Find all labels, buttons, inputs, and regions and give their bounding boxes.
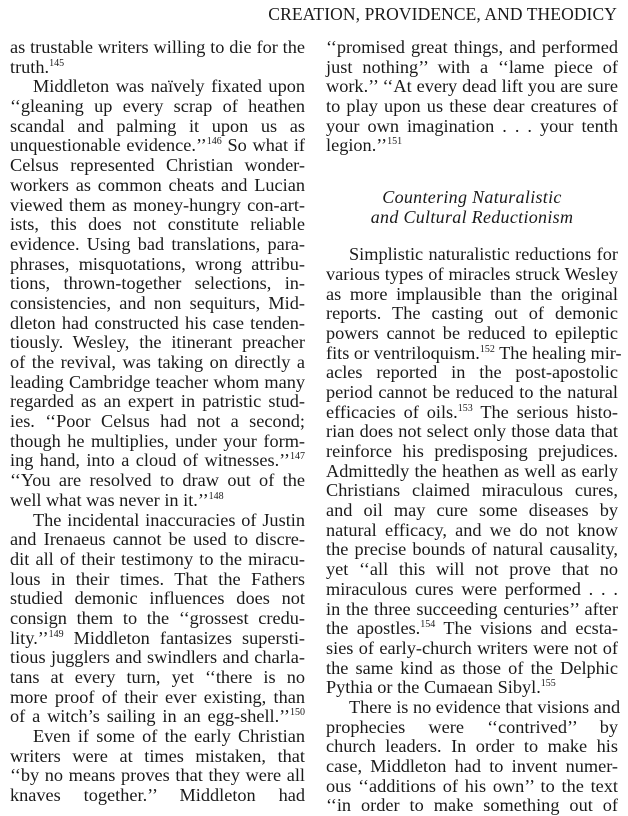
- footnote-marker: 152: [479, 343, 495, 355]
- text-line: [10, 530, 305, 550]
- text-line: [326, 304, 618, 324]
- text-line: [326, 718, 618, 738]
- line-text: tiously. Wesley, the itinerant preacher: [10, 332, 305, 353]
- line-text: ‘‘You are resolved to draw out of the: [10, 470, 305, 491]
- line-text: natural efficacy, and we do not know: [326, 519, 618, 540]
- line-text: the precise bounds of natural causality,: [326, 539, 618, 560]
- footnote-marker: 149: [48, 628, 64, 640]
- line-text: tious jugglers and swindlers and charla-: [10, 647, 305, 668]
- line-text-continued: The visions and ecsta-: [435, 618, 619, 639]
- footnote-marker: 147: [290, 451, 305, 463]
- text-line: [326, 324, 618, 344]
- right-column-text-after-heading: [326, 244, 622, 816]
- text-line: [10, 432, 305, 452]
- line-text: tans at every turn, yet ‘‘there is no: [10, 667, 305, 687]
- line-text: as more implausible than the original: [326, 283, 618, 304]
- line-text: work.’’ ‘‘At every dead lift you are sure: [326, 76, 618, 97]
- text-line: [10, 491, 305, 511]
- line-text: church leaders. In order to make his: [326, 736, 618, 757]
- text-line: [10, 136, 305, 156]
- text-line: [326, 117, 618, 137]
- line-text: the apostles.: [326, 618, 421, 639]
- text-line: [10, 648, 305, 668]
- line-text: There is no evidence that visions and: [349, 696, 621, 717]
- line-text: truth.: [10, 56, 50, 77]
- line-text-continued: So what if: [221, 135, 305, 156]
- section-heading-line-1: Countering Naturalistic: [382, 187, 562, 208]
- line-text: acles reported in the post-apostolic: [326, 362, 618, 383]
- text-line: [326, 777, 618, 797]
- text-line: [10, 77, 305, 97]
- line-text: ous ‘‘additions of his own’’ to the text: [326, 775, 618, 796]
- text-line: [326, 136, 618, 156]
- line-text-continued: Middleton fantasizes supersti-: [63, 627, 305, 648]
- line-text: consistencies, and non sequiturs, Mid-: [10, 292, 305, 313]
- line-text: Pythia or the Cumaean Sibyl.: [326, 677, 541, 698]
- text-line: [326, 521, 618, 541]
- text-line: [326, 600, 618, 620]
- line-text: sies of early-church writers were not of: [326, 637, 618, 658]
- text-line: [10, 117, 305, 137]
- running-head: CREATION, PROVIDENCE, AND THEODICY: [268, 4, 617, 24]
- footnote-marker: 153: [457, 402, 473, 414]
- text-line: [10, 471, 305, 491]
- line-text: period cannot be reduced to the natural: [326, 381, 618, 402]
- line-text: ‘‘by no means proves that they were all: [10, 765, 305, 786]
- text-line: [10, 196, 305, 216]
- line-text: reinforce his predisposing prejudices.: [326, 441, 618, 461]
- right-column-text-before-heading: [326, 38, 618, 156]
- footnote-marker: 154: [420, 619, 436, 631]
- text-line: [10, 786, 305, 806]
- line-text: though he multiplies, under your form-: [10, 430, 305, 451]
- text-line: [326, 560, 618, 580]
- text-line: [10, 156, 305, 176]
- text-line: [10, 747, 305, 767]
- line-text: ing hand, into a cloud of witnesses.’’: [10, 450, 290, 471]
- line-text: knaves together.’’ Middleton had: [10, 785, 305, 806]
- text-line: [10, 353, 305, 373]
- line-text: evidence. Using bad translations, para-: [10, 233, 305, 254]
- text-line: [10, 412, 305, 432]
- text-line: [10, 58, 305, 78]
- footnote-marker: 155: [540, 678, 556, 690]
- text-line: [10, 333, 305, 353]
- line-text: of the revival, was taking on directly a: [10, 352, 305, 372]
- line-text: Celsus represented Christian wonder-: [10, 155, 305, 176]
- text-line: [10, 550, 305, 570]
- text-line: [326, 97, 618, 117]
- line-text: ‘‘promised great things, and performed: [326, 37, 618, 57]
- text-line: [326, 383, 618, 403]
- text-line: [326, 481, 618, 501]
- line-text: yet ‘‘all this will not prove that no: [326, 559, 618, 580]
- text-line: [10, 766, 305, 786]
- line-text: consign them to the ‘‘grossest credu-: [10, 607, 305, 628]
- text-line: [10, 97, 305, 117]
- text-line: [326, 77, 618, 97]
- section-heading: [326, 187, 618, 227]
- line-text: as trustable writers willing to die for the: [10, 37, 305, 57]
- line-text: your own imagination . . . your tenth: [326, 115, 618, 136]
- text-line: [326, 285, 618, 305]
- text-line: [10, 176, 305, 196]
- line-text: well what was never in it.’’: [10, 489, 209, 510]
- text-line: [326, 58, 618, 78]
- section-heading-line-2: and Cultural Reductionism: [370, 207, 574, 228]
- text-line: [326, 245, 618, 265]
- line-text: viewed them as money-hungry con-art-: [10, 194, 305, 215]
- line-text: the same kind as those of the Delphic: [326, 657, 618, 678]
- right-column: [326, 37, 622, 816]
- text-line: [326, 580, 618, 600]
- line-text: dleton had constructed his case tenden-: [10, 312, 305, 333]
- text-line: [326, 342, 622, 364]
- line-text: ‘‘gleaning up every scrap of heathen: [10, 96, 305, 117]
- footnote-marker: 145: [49, 57, 65, 69]
- heading-gap-top: [326, 156, 618, 187]
- text-line: [10, 727, 305, 747]
- line-text: of a witch’s sailing in an egg-shell.’’: [10, 706, 290, 727]
- text-line: [326, 501, 618, 521]
- line-text: Admittedly the heathen as well as early: [326, 460, 618, 481]
- text-line: [326, 38, 618, 58]
- text-line: [10, 215, 305, 235]
- text-line: [326, 619, 618, 639]
- line-text: ‘‘in order to make something out of: [326, 795, 618, 816]
- text-line: [10, 629, 305, 649]
- line-text: fits or ventriloquism.: [326, 342, 480, 363]
- line-text: just nothing’’ with a ‘‘lame piece of: [326, 56, 618, 77]
- footnote-marker: 146: [206, 136, 222, 148]
- text-line: [10, 235, 305, 255]
- line-text: Even if some of the early Christian: [33, 726, 305, 747]
- line-text-continued: The healing mir-: [494, 342, 622, 363]
- text-line: [326, 659, 618, 679]
- footnote-marker: 150: [290, 707, 305, 719]
- text-line: [10, 255, 305, 275]
- text-line: [10, 314, 305, 334]
- text-line: [10, 589, 305, 609]
- line-text: dit all of their testimony to the miracu-: [10, 548, 305, 569]
- text-line: [10, 707, 305, 727]
- line-text: unquestionable evidence.’’: [10, 135, 207, 156]
- text-line: [10, 38, 305, 58]
- line-text: phrases, misquotations, wrong attribu-: [10, 253, 305, 274]
- text-line: [326, 678, 618, 698]
- text-line: [10, 511, 305, 531]
- line-text: powers cannot be reduced to epileptic: [326, 322, 618, 343]
- text-line: [10, 570, 305, 590]
- text-line: [10, 274, 305, 294]
- line-text: workers as common cheats and Lucian: [10, 174, 305, 195]
- line-text: Christians claimed miraculous cures,: [326, 480, 618, 501]
- line-text: leading Cambridge teacher whom many: [10, 371, 305, 392]
- text-line: [326, 757, 618, 777]
- line-text: in the three succeeding centuries’’ after: [326, 598, 618, 619]
- text-line: [10, 373, 305, 393]
- text-line: [326, 403, 618, 423]
- line-text: various types of miracles struck Wesley: [326, 263, 618, 284]
- line-text: lity.’’: [10, 627, 49, 648]
- line-text-continued: The serious histo-: [472, 401, 618, 422]
- line-text: and oil may cure some diseases by: [326, 500, 618, 521]
- line-text: to play upon us these dear creatures of: [326, 96, 618, 117]
- text-line: [326, 796, 618, 816]
- line-text: reports. The casting out of demonic: [326, 303, 618, 324]
- line-text: efficacies of oils.: [326, 401, 458, 422]
- line-text: tions, thrown-together selections, in-: [10, 273, 305, 294]
- text-line: [10, 609, 305, 629]
- line-text: writers were at times mistaken, that: [10, 745, 305, 766]
- line-text: legion.’’: [326, 135, 388, 156]
- line-text: ists, this does not constitute reliable: [10, 214, 305, 235]
- text-line: [326, 696, 621, 718]
- line-text: lous in their times. That the Fathers: [10, 568, 305, 589]
- text-line: [10, 668, 305, 688]
- line-text: Middleton was naïvely fixated upon: [33, 76, 305, 97]
- line-text: prophecies were ‘‘contrived’’ by: [326, 716, 618, 737]
- line-text: rian does not select only those data that: [326, 421, 618, 442]
- line-text: Simplistic naturalistic reductions for: [349, 244, 618, 265]
- line-text: scandal and palming it upon us as: [10, 115, 305, 136]
- line-text: and Irenaeus cannot be used to discre-: [10, 529, 305, 550]
- text-line: [10, 451, 305, 471]
- left-column: [10, 38, 305, 806]
- text-line: [326, 265, 618, 285]
- text-line: [10, 688, 305, 708]
- text-line: [10, 392, 305, 412]
- text-line: [326, 422, 618, 442]
- line-text: The incidental inaccuracies of Justin: [33, 509, 305, 530]
- line-text: case, Middleton had to invent numer-: [326, 756, 618, 776]
- heading-gap-bottom: [326, 227, 618, 245]
- line-text: ies. ‘‘Poor Celsus had not a second;: [10, 411, 305, 432]
- line-text: more proof of their ever existing, than: [10, 686, 305, 707]
- line-text: miraculous cures were performed . . .: [326, 578, 618, 599]
- text-line: [10, 294, 305, 314]
- text-line: [326, 442, 618, 462]
- line-text: studied demonic influences does not: [10, 588, 305, 609]
- footnote-marker: 151: [387, 136, 403, 148]
- text-line: [326, 363, 618, 383]
- text-line: [326, 540, 618, 560]
- line-text: regarded as an expert in patristic stud-: [10, 391, 305, 412]
- text-line: [326, 462, 618, 482]
- text-line: [326, 737, 618, 757]
- text-line: [326, 639, 618, 659]
- footnote-marker: 148: [208, 490, 224, 502]
